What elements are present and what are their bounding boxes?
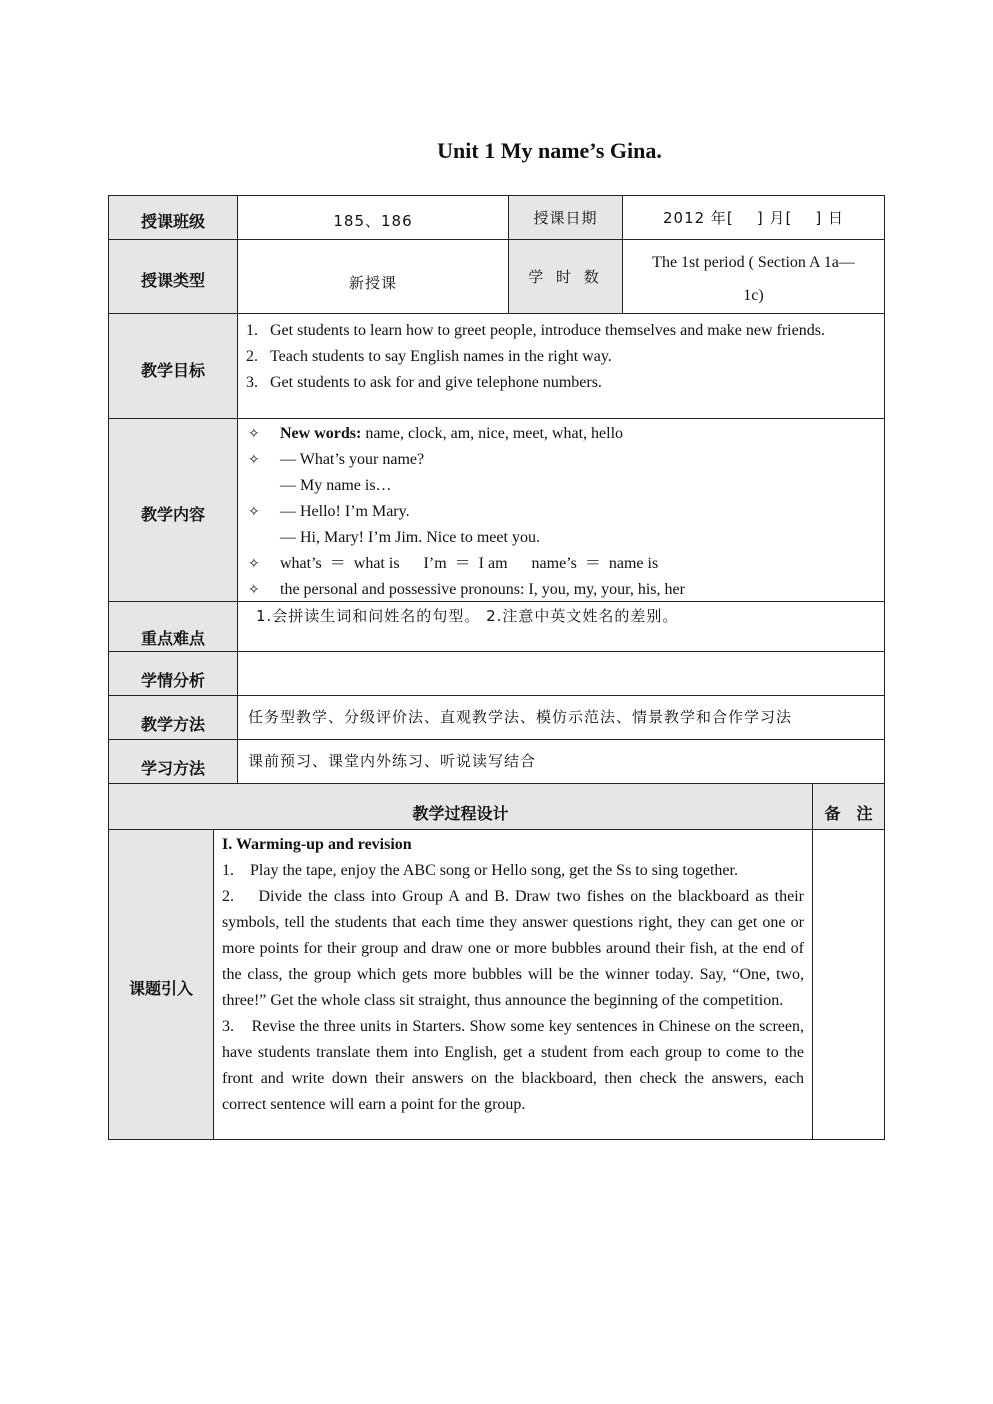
bullet-icon: ✧	[248, 426, 260, 442]
content-row: — Hi, Mary! I’m Jim. Nice to meet you.	[280, 529, 540, 546]
method-label: 教学方法	[140, 715, 205, 734]
objectives-label-cell	[108, 313, 238, 419]
intro-label-cell	[108, 829, 214, 1140]
method-text: 任务型教学、分级评价法、直观教学法、模仿示范法、情景教学和合作学习法	[248, 708, 793, 726]
hours-value-cell	[622, 239, 885, 314]
content-cell	[237, 418, 885, 602]
date-value: 2012 年[ ] 月[ ] 日	[662, 209, 845, 227]
method-cell	[237, 695, 885, 740]
class-label: 授课班级	[140, 212, 205, 231]
bullet-icon: ✧	[248, 582, 260, 598]
remarks-header-cell	[812, 783, 885, 830]
process-paragraph: 2. Divide the class into Group A and B. Draw two fishes on the blackboard as their symbols, tell the students that each time they answer questions right, they can get one or more points for their group and draw one or more bubbles around their fish, at the end of the class, the group which gets more bubbles will be the winner today. Say, “One, two, three!” Get the whole class sit straight, thus announce the beginning of the competition.	[222, 888, 808, 1009]
process-paragraph: 3. Revise the three units in Starters. Show some key sentences in Chinese on the screen, have students translate them into English, get a student from each group to come to the front and write down their answers on the blackboard, then check the answers, each correct sentence will earn a point for the group.	[222, 1018, 808, 1113]
objective-item: 3. Get students to ask for and give telephone numbers.	[246, 374, 602, 391]
objectives-label: 教学目标	[140, 360, 205, 380]
type-value: 新授课	[348, 274, 397, 292]
content-row: ✧ — What’s your name?	[248, 447, 876, 473]
intro-label: 课题引入	[128, 979, 193, 998]
remarks-cell	[812, 829, 885, 1140]
type-value-cell	[237, 239, 509, 314]
analysis-label: 学情分析	[140, 671, 205, 690]
method-label-cell	[108, 695, 238, 740]
content-row: — My name is…	[280, 477, 392, 494]
process-header-cell	[108, 783, 813, 830]
type-label: 授课类型	[140, 271, 205, 290]
hours-line-1: The 1st period ( Section A 1a—	[652, 254, 855, 271]
type-label-cell	[108, 239, 238, 314]
study-label: 学习方法	[140, 759, 205, 778]
study-cell	[237, 739, 885, 784]
key-points-cell	[237, 601, 885, 652]
new-words: name, clock, am, nice, meet, what, hello	[361, 425, 624, 442]
study-text: 课前预习、课堂内外练习、听说读写结合	[248, 752, 537, 770]
key-points-label-cell	[108, 601, 238, 652]
content-row: ✧ — Hello! I’m Mary.	[248, 499, 876, 525]
key-points-text: 1.会拼读生词和问姓名的句型。 2.注意中英文姓名的差别。	[256, 607, 679, 625]
hours-line-2: 1c)	[743, 287, 764, 304]
hours-label: 学 时 数	[528, 268, 603, 286]
bullet-icon: ✧	[248, 504, 260, 520]
intro-content-cell	[213, 829, 813, 1140]
study-label-cell	[108, 739, 238, 784]
key-points-label: 重点难点	[140, 629, 205, 648]
objective-item: 2. Teach students to say English names in the right way.	[246, 348, 612, 365]
content-row: ✧ the personal and possessive pronouns: I, you, my, your, his, her	[248, 577, 876, 602]
date-label: 授课日期	[533, 209, 598, 227]
analysis-cell	[237, 651, 885, 696]
content-label: 教学内容	[140, 504, 205, 524]
process-paragraph: 1. Play the tape, enjoy the ABC song or Hello song, get the Ss to sing together.	[222, 862, 738, 879]
content-list	[238, 419, 884, 602]
remarks-header: 备 注	[824, 804, 873, 823]
content-label-cell	[108, 418, 238, 602]
page-title: Unit 1 My name’s Gina.	[437, 138, 662, 163]
date-label-cell	[508, 195, 623, 240]
content-row: ✧ what’s ＝ what is I’m ＝ I am name’s ＝ name is	[248, 551, 876, 577]
objectives-list	[238, 314, 884, 396]
class-value-cell	[237, 195, 509, 240]
analysis-label-cell	[108, 651, 238, 696]
process-header: 教学过程设计	[412, 804, 509, 823]
class-label-cell	[108, 195, 238, 240]
bullet-icon: ✧	[248, 452, 260, 468]
hours-label-cell	[508, 239, 623, 314]
bullet-icon: ✧	[248, 556, 260, 572]
intro-content	[214, 830, 812, 1118]
new-words-label: New words:	[280, 425, 362, 442]
objectives-cell	[237, 313, 885, 419]
date-value-cell	[622, 195, 885, 240]
section-title: I. Warming-up and revision	[222, 836, 412, 853]
content-row	[248, 421, 876, 447]
class-value: 185、186	[333, 212, 413, 230]
objective-item: 1. Get students to learn how to greet people, introduce themselves and make new friends.	[246, 322, 825, 339]
